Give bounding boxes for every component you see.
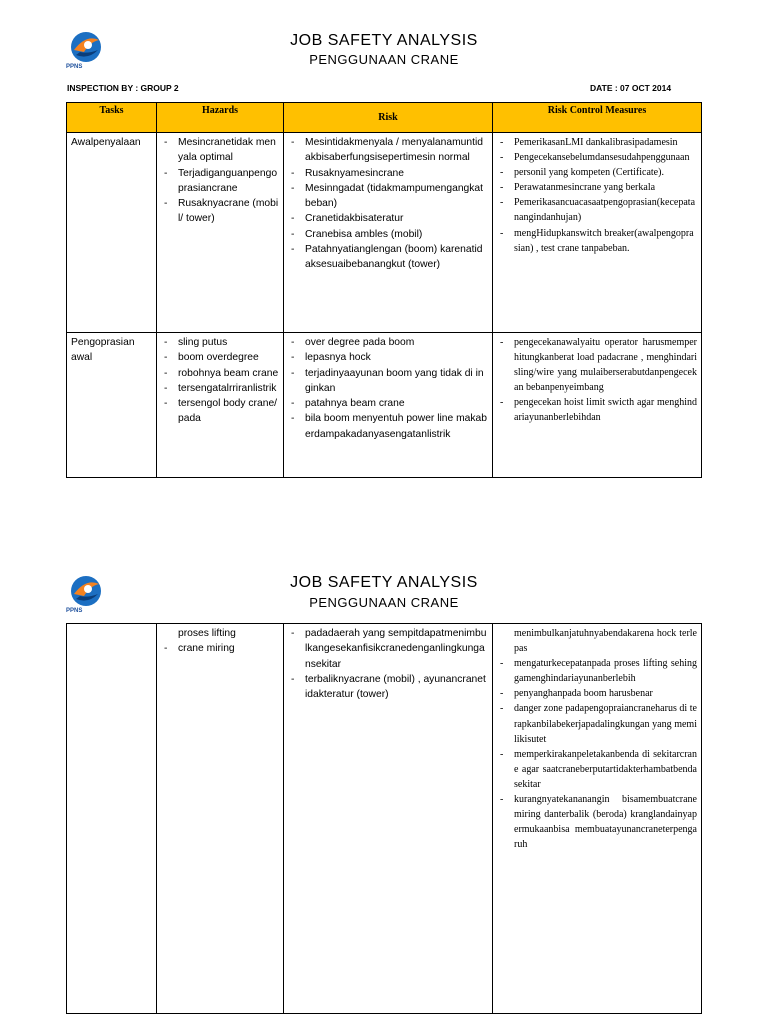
list-item: - Pengecekansebelumdansesudahpenggunaan xyxy=(497,150,697,165)
control-cell xyxy=(493,333,702,478)
list-item: - tersengol body crane/ pada xyxy=(161,396,279,427)
list-item: - Rusaknyamesincrane xyxy=(288,166,488,181)
page-title: JOB SAFETY ANALYSIS xyxy=(290,574,478,591)
jsa-table-page1 xyxy=(66,102,702,478)
list-item: - over degree pada boom xyxy=(288,335,488,350)
list-item: - Patahnyatianglengan (boom) karenatidaksesuaibebanangkut (tower) xyxy=(288,242,488,273)
list-item: - Mesincranetidak menyala optimal xyxy=(161,135,279,166)
page-title: JOB SAFETY ANALYSIS xyxy=(290,32,478,49)
list-item: - bila boom menyentuh power line makaberdampakadanyasengatanlistrik xyxy=(288,411,488,442)
list-item: - sling putus xyxy=(161,335,279,350)
table-row xyxy=(67,133,702,333)
list-item: - danger zone padapengopraiancraneharus di terapkanbilabekerjapadalingkungan yang memilikisutet xyxy=(497,701,697,746)
task-cell: Awalpenyalaan xyxy=(67,133,157,333)
list-item: - Rusaknyacrane (mobil/ tower) xyxy=(161,196,279,227)
jsa-table-page2 xyxy=(66,623,702,1014)
page-subtitle: PENGGUNAAN CRANE xyxy=(309,595,459,610)
risk-cell xyxy=(284,624,493,1014)
list-item: - terbaliknyacrane (mobil) , ayunancranetidakteratur (tower) xyxy=(288,672,488,703)
header-hazards: Hazards xyxy=(157,103,284,133)
table-row xyxy=(67,624,702,1014)
logo-text: PPNS xyxy=(66,64,83,70)
list-item-continued: proses lifting xyxy=(178,628,236,639)
list-item: - kurangnyatekananangin bisamembuatcrane miring danterbalik (beroda) kranglandainyapermukaanbisa membuatayunancraneterpengaruh xyxy=(497,792,697,852)
list-item: - memperkirakanpeletakanbenda di sekitarcrane agar saatcraneberputartidakterhambatbendasekitar xyxy=(497,747,697,792)
task-cell xyxy=(67,624,157,1014)
list-item: - mengaturkecepatanpada proses lifting sehinggamenghindariayunanberlebih xyxy=(497,656,697,686)
list-item: - tersengatalrriranlistrik xyxy=(161,381,279,396)
task-cell: Pengoprasian awal xyxy=(67,333,157,478)
list-item: - patahnya beam crane xyxy=(288,396,488,411)
header-risk: Risk xyxy=(284,103,493,133)
list-item: - penyanghanpada boom harusbenar xyxy=(497,686,697,701)
control-cell xyxy=(493,133,702,333)
list-item: - crane miring xyxy=(161,641,279,656)
list-item: - Cranetidakbisateratur xyxy=(288,211,488,226)
inspection-by: INSPECTION BY : GROUP 2 xyxy=(67,83,179,93)
list-item: - Pemerikasancuacasaatpengoprasian(kecepatanangindanhujan) xyxy=(497,195,697,225)
list-item-continued: menimbulkanjatuhnyabendakarena hock terlepas xyxy=(514,628,697,655)
list-item: - Mesinngadat (tidakmampumengangkatbeban) xyxy=(288,181,488,212)
hazards-cell xyxy=(157,133,284,333)
list-item: - mengHidupkanswitch breaker(awalpengoprasian) , test crane tanpabeban. xyxy=(497,226,697,256)
page-subtitle: PENGGUNAAN CRANE xyxy=(309,52,459,67)
list-item: - padadaerah yang sempitdapatmenimbulkangesekanfisikcranedenganlingkungansekitar xyxy=(288,626,488,672)
list-item: - personil yang kompeten (Certificate). xyxy=(497,165,697,180)
list-item: - terjadinyaayunan boom yang tidak di inginkan xyxy=(288,366,488,397)
list-item: - Mesintidakmenyala / menyalanamuntidakbisaberfungsisepertimesin normal xyxy=(288,135,488,166)
control-cell xyxy=(493,624,702,1014)
list-item: - Terjadiganguanpengoprasiancrane xyxy=(161,166,279,197)
hazards-cell xyxy=(157,624,284,1014)
risk-cell xyxy=(284,133,493,333)
list-item: - lepasnya hock xyxy=(288,350,488,365)
hazards-cell xyxy=(157,333,284,478)
list-item: - PemerikasanLMI dankalibrasipadamesin xyxy=(497,135,697,150)
header-risk-control: Risk Control Measures xyxy=(493,103,702,133)
list-item: - Perawatanmesincrane yang berkala xyxy=(497,180,697,195)
list-item: - boom overdegree xyxy=(161,350,279,365)
list-item: - pengecekanawalyaitu operator harusmemperhitungkanberat load padacrane , menghindari sling/wire yang mulaiberserabutdanpengecekan bebanpenyeimbang xyxy=(497,335,697,395)
risk-cell xyxy=(284,333,493,478)
list-item: - pengecekan hoist limit swicth agar menghindariayunanberlebihdan xyxy=(497,395,697,425)
header-tasks: Tasks xyxy=(67,103,157,133)
table-row xyxy=(67,333,702,478)
date-label: DATE : 07 OCT 2014 xyxy=(590,83,672,93)
list-item: - robohnya beam crane xyxy=(161,366,279,381)
logo-text: PPNS xyxy=(66,608,83,614)
list-item: - Cranebisa ambles (mobil) xyxy=(288,227,488,242)
